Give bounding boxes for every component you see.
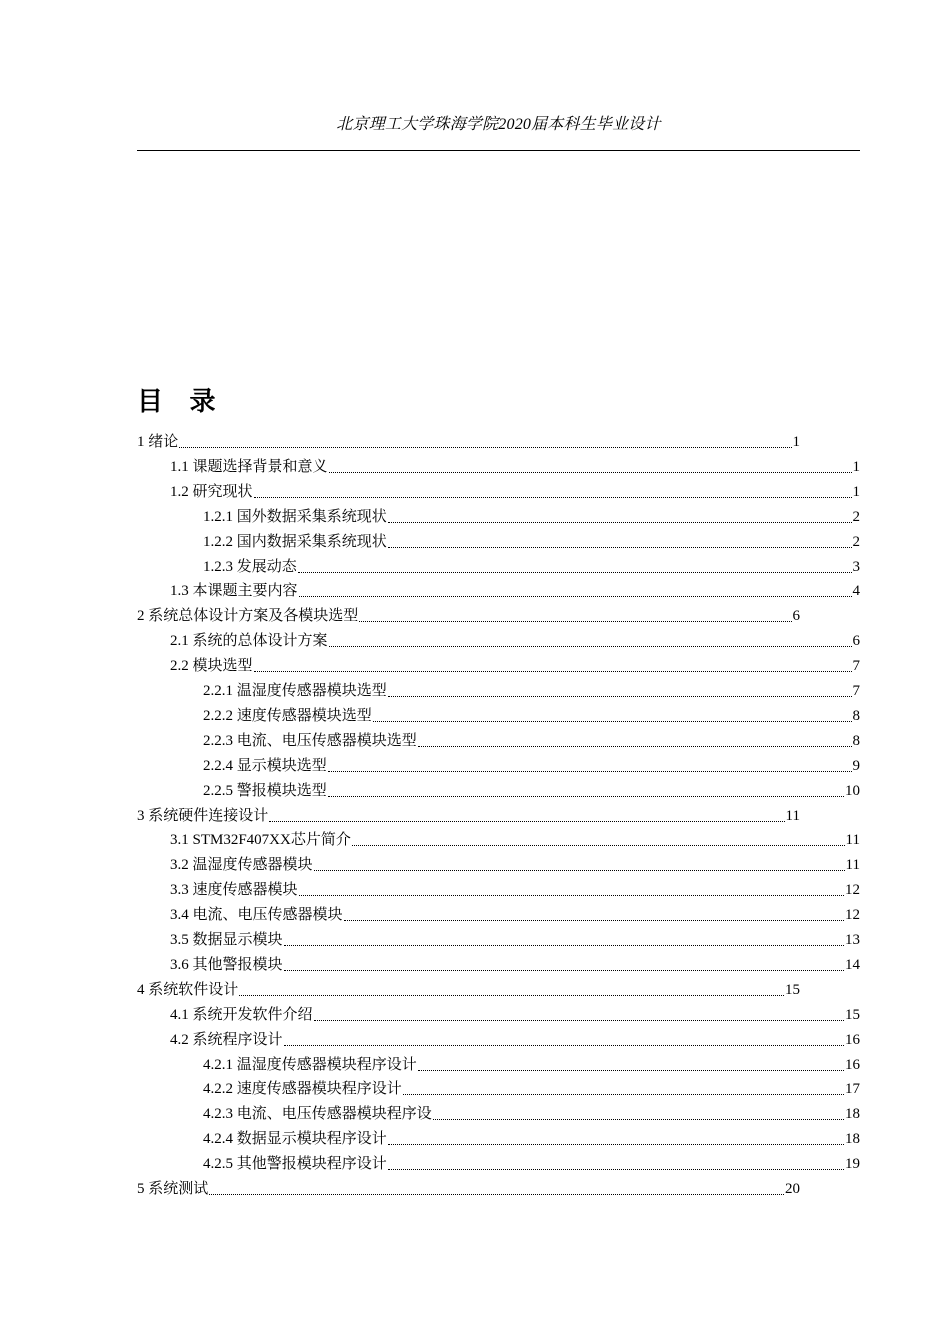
toc-entry-page-number: 10	[845, 782, 860, 799]
toc-leader-dots	[284, 1045, 844, 1046]
toc-entry-page-number: 7	[852, 683, 860, 699]
toc-entry-page-number: 11	[845, 832, 860, 849]
toc-entry-page-number: 1	[852, 458, 860, 475]
toc-entry-label: 4.2.2 速度传感器模块程序设计	[203, 1081, 402, 1098]
toc-entry-page-number: 2	[852, 533, 860, 550]
toc-entry-page-number: 9	[852, 757, 860, 774]
toc-entry[interactable]	[203, 530, 860, 554]
toc-entry-label: 4.2 系统程序设计	[170, 1031, 283, 1048]
toc-leader-dots	[418, 746, 852, 747]
toc-entry-page-number: 18	[845, 1106, 860, 1123]
toc-leader-dots	[329, 646, 852, 647]
toc-entry-page-number: 12	[845, 907, 860, 924]
toc-entry-label: 3.2 温湿度传感器模块	[170, 857, 313, 874]
toc-entry-label: 4 系统软件设计	[137, 981, 239, 998]
toc-entry-page-number: 17	[845, 1081, 860, 1098]
toc-entry-label: 2.2 模块选型	[170, 658, 253, 675]
toc-entry-page-number: 16	[845, 1056, 860, 1073]
toc-entry[interactable]	[203, 729, 860, 753]
toc-leader-dots	[284, 945, 844, 946]
toc-entry-label: 1.2.1 国外数据采集系统现状	[203, 508, 387, 525]
toc-entry-label: 1 绪论	[137, 434, 179, 450]
toc-entry[interactable]	[170, 853, 860, 877]
toc-entry[interactable]	[137, 804, 800, 828]
toc-entry[interactable]	[137, 604, 800, 628]
toc-entry-label: 4.2.1 温湿度传感器模块程序设计	[203, 1056, 417, 1073]
toc-entry-page-number: 16	[845, 1031, 860, 1048]
toc-entry-label: 3.4 电流、电压传感器模块	[170, 907, 343, 924]
toc-entry[interactable]	[170, 579, 860, 603]
toc-entry-label: 5 系统测试	[137, 1181, 209, 1197]
toc-entry-label: 4.2.4 数据显示模块程序设计	[203, 1131, 387, 1148]
toc-leader-dots	[179, 447, 791, 448]
toc-leader-dots	[418, 1070, 844, 1071]
toc-entry[interactable]	[203, 779, 860, 803]
toc-leader-dots	[299, 596, 852, 597]
toc-leader-dots	[239, 995, 784, 996]
toc-entry[interactable]	[203, 1152, 860, 1176]
toc-entry-label: 4.1 系统开发软件介绍	[170, 1006, 313, 1023]
toc-entry-page-number: 15	[845, 1006, 860, 1023]
toc-entry-page-number: 3	[852, 558, 860, 575]
toc-entry-page-number: 11	[845, 857, 860, 874]
toc-entry[interactable]	[170, 828, 860, 852]
toc-entry-page-number: 8	[852, 732, 860, 749]
toc-leader-dots	[388, 547, 852, 548]
toc-entry-label: 1.3 本课题主要内容	[170, 583, 298, 600]
page-header-title: 北京理工大学珠海学院2020届本科生毕业设计	[336, 116, 661, 133]
toc-leader-dots	[269, 821, 784, 822]
toc-entry-page-number: 4	[852, 583, 860, 600]
toc-entry[interactable]	[170, 878, 860, 902]
toc-entry-label: 2.2.2 速度传感器模块选型	[203, 707, 372, 724]
toc-entry-label: 2 系统总体设计方案及各模块选型	[137, 608, 359, 625]
toc-leader-dots	[284, 970, 844, 971]
toc-entry[interactable]	[137, 430, 800, 454]
toc-leader-dots	[314, 870, 845, 871]
toc-leader-dots	[209, 1194, 784, 1195]
toc-leader-dots	[433, 1119, 844, 1120]
toc-leader-dots	[388, 1144, 844, 1145]
toc-entry[interactable]	[203, 679, 860, 703]
header-divider	[137, 150, 860, 151]
toc-entry[interactable]	[170, 928, 860, 952]
toc-entry[interactable]	[137, 978, 800, 1002]
toc-title: 目 录	[137, 387, 226, 416]
toc-entry[interactable]	[203, 1053, 860, 1077]
toc-entry[interactable]	[203, 754, 860, 778]
toc-leader-dots	[298, 572, 852, 573]
toc-entry-label: 3.1 STM32F407XX芯片简介	[170, 832, 351, 849]
toc-entry-page-number: 11	[785, 807, 800, 824]
toc-entry-label: 2.2.3 电流、电压传感器模块选型	[203, 732, 417, 749]
toc-leader-dots	[328, 771, 852, 772]
toc-entry-label: 2.2.1 温湿度传感器模块选型	[203, 683, 387, 699]
toc-entry[interactable]	[203, 1127, 860, 1151]
toc-entry[interactable]	[170, 953, 860, 977]
toc-leader-dots	[373, 721, 852, 722]
toc-entry-page-number: 15	[785, 981, 800, 998]
toc-entry-label: 2.1 系统的总体设计方案	[170, 633, 328, 650]
toc-entry-page-number: 14	[845, 956, 860, 973]
toc-entry-label: 3.3 速度传感器模块	[170, 882, 298, 899]
toc-entry-page-number: 7	[852, 658, 860, 675]
toc-entry-label: 4.2.3 电流、电压传感器模块程序设	[203, 1106, 432, 1123]
toc-entry-page-number: 1	[852, 483, 860, 500]
toc-entry-label: 1.2.3 发展动态	[203, 558, 297, 575]
toc-entry-page-number: 1	[792, 434, 800, 450]
toc-entry[interactable]	[170, 1028, 860, 1052]
toc-entry[interactable]	[170, 903, 860, 927]
toc-entry-label: 1.1 课题选择背景和意义	[170, 458, 328, 475]
toc-entry-page-number: 19	[845, 1156, 860, 1173]
toc-leader-dots	[403, 1094, 844, 1095]
toc-entry-label: 3 系统硬件连接设计	[137, 807, 269, 824]
toc-entry[interactable]	[203, 1077, 860, 1101]
toc-entry-label: 2.2.4 显示模块选型	[203, 757, 327, 774]
toc-entry-label: 3.6 其他警报模块	[170, 956, 283, 973]
toc-entry[interactable]	[203, 1102, 860, 1126]
toc-entry[interactable]	[170, 629, 860, 653]
toc-leader-dots	[388, 696, 852, 697]
toc-entry-page-number: 13	[845, 932, 860, 948]
toc-leader-dots	[328, 796, 844, 797]
toc-entry[interactable]	[203, 704, 860, 728]
toc-entry[interactable]	[203, 505, 860, 529]
toc-entry-page-number: 6	[852, 633, 860, 650]
toc-leader-dots	[352, 845, 845, 846]
toc-entry-label: 1.2.2 国内数据采集系统现状	[203, 533, 387, 550]
toc-entry-page-number: 18	[845, 1131, 860, 1148]
toc-entry-label: 1.2 研究现状	[170, 483, 253, 500]
toc-leader-dots	[314, 1020, 844, 1021]
toc-leader-dots	[254, 497, 852, 498]
toc-entry[interactable]	[170, 455, 860, 479]
toc-entry-label: 2.2.5 警报模块选型	[203, 782, 327, 799]
toc-entry-page-number: 8	[852, 707, 860, 724]
toc-entry[interactable]	[170, 1003, 860, 1027]
toc-entry-label: 3.5 数据显示模块	[170, 932, 283, 948]
toc-entry-page-number: 12	[845, 882, 860, 899]
toc-entry[interactable]	[170, 654, 860, 678]
toc-entry-page-number: 20	[785, 1181, 800, 1197]
toc-leader-dots	[344, 920, 844, 921]
toc-leader-dots	[359, 621, 791, 622]
toc-leader-dots	[254, 671, 852, 672]
toc-entry[interactable]	[170, 480, 860, 504]
toc-leader-dots	[388, 522, 852, 523]
toc-entry-page-number: 6	[792, 608, 800, 625]
toc-leader-dots	[329, 472, 852, 473]
toc-entry[interactable]	[137, 1177, 800, 1201]
toc-leader-dots	[299, 895, 844, 896]
toc-leader-dots	[388, 1169, 844, 1170]
toc-entry-page-number: 2	[852, 508, 860, 525]
toc-entry[interactable]	[203, 555, 860, 579]
toc-entry-label: 4.2.5 其他警报模块程序设计	[203, 1156, 387, 1173]
